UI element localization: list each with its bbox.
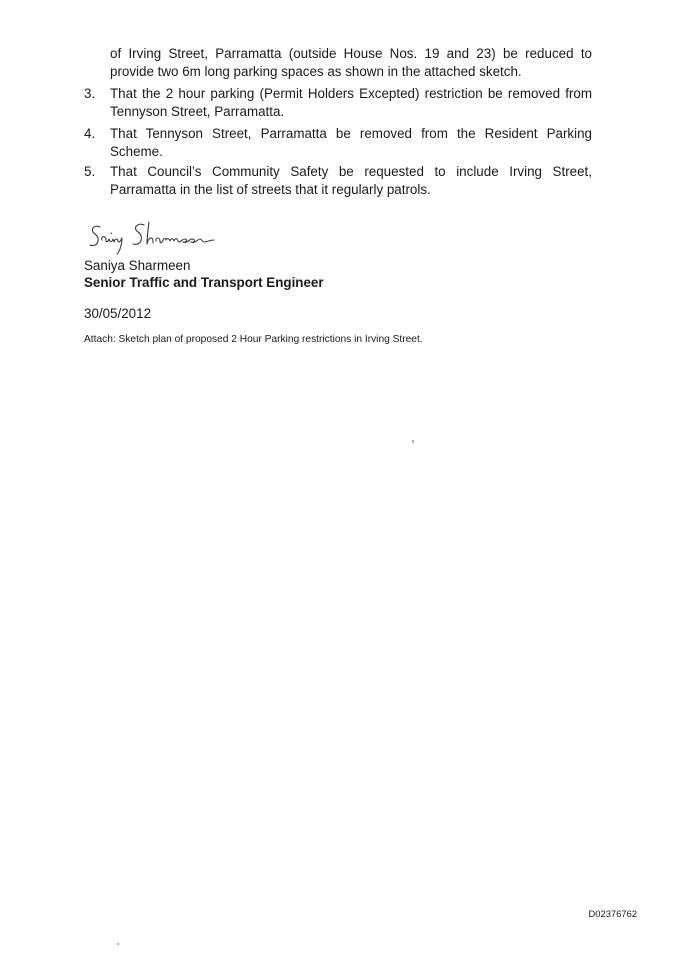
signature-stroke (90, 226, 100, 245)
item-number: 4. (84, 126, 96, 141)
signatory-title: Senior Traffic and Transport Engineer (84, 275, 324, 290)
item-text: That Council’s Community Safety be requested to include Irving Street, Parramatta in the list of streets that it regularly patrols. (110, 164, 592, 197)
scan-speck (117, 943, 119, 945)
item-text: That the 2 hour parking (Permit Holders Excepted) restriction be removed from Tennyson Street, Parramatta. (110, 86, 592, 119)
document-reference: D02376762 (588, 908, 637, 919)
continuation-paragraph: of Irving Street, Parramatta (outside House Nos. 19 and 23) be reduced to provide two 6m long parking spaces as shown in the attached sketch. (110, 46, 592, 79)
signature-stroke (133, 224, 144, 244)
document-date: 30/05/2012 (84, 306, 152, 321)
attachment-note: Attach: Sketch plan of proposed 2 Hour Parking restrictions in Irving Street. (84, 334, 423, 345)
signature-stroke (102, 237, 122, 254)
item-number: 3. (84, 86, 96, 101)
signatory-name: Saniya Sharmeen (84, 258, 191, 273)
scan-speck (412, 440, 414, 443)
signature-stroke (156, 238, 214, 243)
item-text: That Tennyson Street, Parramatta be removed from the Resident Parking Scheme. (110, 126, 592, 159)
signature-stroke (147, 222, 153, 244)
handwritten-signature (86, 218, 236, 258)
item-number: 5. (84, 164, 96, 179)
